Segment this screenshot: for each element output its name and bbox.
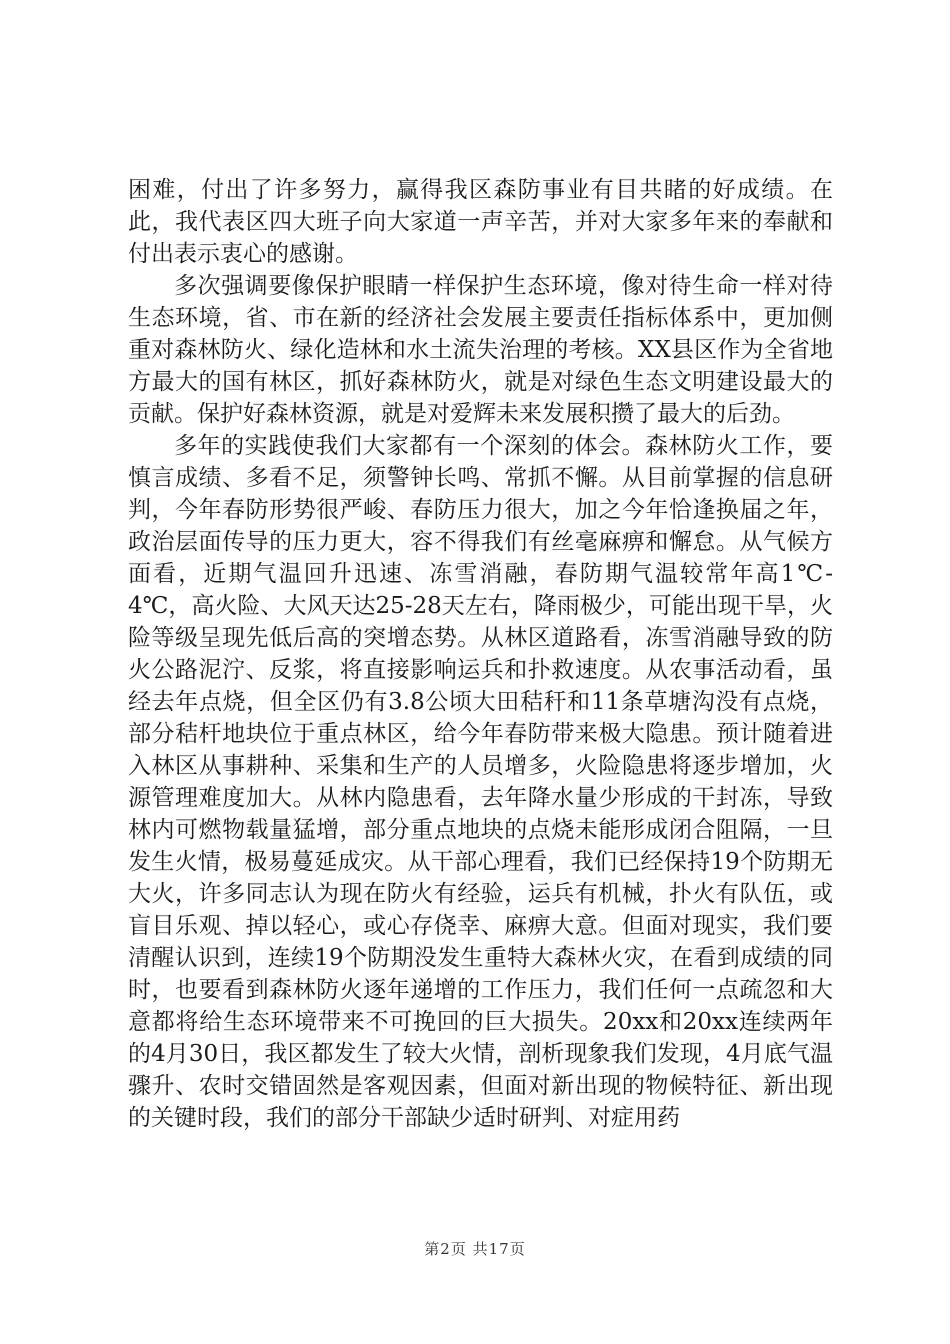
paragraph-fire-risk: 多年的实践使我们大家都有一个深刻的体会。森林防火工作，要慎言成绩、多看不足，须警钟长鸣、常抓不懈。从目前掌握的信息研判，今年春防形势很严峻、春防压力很大，加之今年恰逢换届之年，政治层面传导的压力更大，容不得我们有丝毫麻痹和懈怠。从气候方面看，近期气温回升迅速、冻雪消融，春防期气温较常年高1℃-4℃，高火险、大风天达25-28天左右，降雨极少，可能出现干旱，火险等级呈现先低后高的突增态势。从林区道路看，冻雪消融导致的防火公路泥泞、反浆，将直接影响运兵和扑救速度。从农事活动看，虽经去年点烧，但全区仍有3.8公顷大田秸秆和11条草塘沟没有点烧，部分秸杆地块位于重点林区，给今年春防带来极大隐患。预计随着进入林区从事耕种、采集和生产的人员增多，火险隐患将逐步增加，火源管理难度加大。从林内隐患看，去年降水量少形成的干封冻，导致林内可燃物载量猛增，部分重点地块的点烧未能形成闭合阻隔，一旦发生火情，极易蔓延成灾。从干部心理看，我们已经保持19个防期无大火，许多同志认为现在防火有经验，运兵有机械，扑火有队伍，或盲目乐观、掉以轻心，或心存侥幸、麻痹大意。但面对现实，我们要清醒认识到，连续19个防期没发生重特大森林火灾，在看到成绩的同时，也要看到森林防火逐年递增的工作压力，我们任何一点疏忽和大意都将给生态环境带来不可挽回的巨大损失。20xx和20xx连续两年的4月30日，我区都发生了较大火情，剖析现象我们发现，4月底气温骤升、农时交错固然是客观因素，但面对新出现的物候特征、新出现的关键时段，我们的部分干部缺少适时研判、对症用药 bbox=[128, 433, 833, 1131]
paragraph-continued: 困难，付出了许多努力，赢得我区森防事业有目共睹的好成绩。在此，我代表区四大班子向大家道一声辛苦，并对大家多年来的奉献和付出表示衷心的感谢。 bbox=[128, 177, 833, 267]
page-number-footer: 第2页 共17页 bbox=[424, 1240, 526, 1258]
document-body bbox=[128, 174, 833, 1134]
paragraph-ecology: 多次强调要像保护眼睛一样保护生态环境，像对待生命一样对待生态环境，省、市在新的经济社会发展主要责任指标体系中，更加侧重对森林防火、绿化造林和水土流失治理的考核。XX县区作为全省地方最大的国有林区，抓好森林防火，就是对绿色生态文明建设最大的贡献。保护好森林资源，就是对爱辉未来发展积攒了最大的后劲。 bbox=[128, 273, 833, 427]
